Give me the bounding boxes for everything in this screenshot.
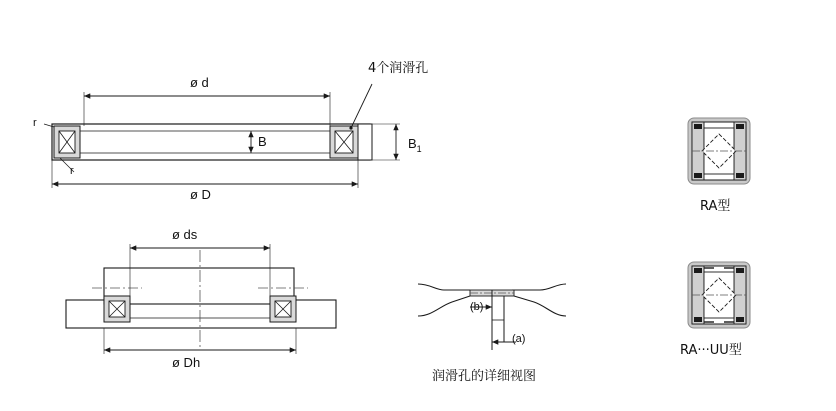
left-roller-assembly bbox=[54, 126, 80, 158]
label-detail-caption: 润滑孔的详细视图 bbox=[432, 369, 537, 384]
label-phi-d: ø d bbox=[190, 75, 209, 90]
right-roller-assembly bbox=[330, 126, 358, 158]
ra-type-section bbox=[688, 118, 750, 184]
label-B1-subscript: 1 bbox=[416, 144, 422, 154]
lube-hole-detail bbox=[418, 284, 566, 350]
bottom-left-roller-assembly bbox=[104, 296, 130, 322]
dimension-phi-D bbox=[52, 160, 358, 188]
label-B1-main: B bbox=[408, 136, 417, 151]
label-detail-b: (b) bbox=[470, 301, 484, 313]
dimension-B1 bbox=[372, 124, 400, 160]
label-phi-Dh: ø Dh bbox=[172, 355, 201, 370]
label-B1 bbox=[408, 135, 422, 153]
label-detail-a: (a) bbox=[512, 333, 526, 345]
label-r-top: r bbox=[33, 117, 37, 129]
label-phi-ds: ø ds bbox=[172, 227, 198, 242]
dimension-phi-d bbox=[84, 92, 330, 126]
label-type-ra-uu: RA···UU型 bbox=[680, 343, 742, 358]
label-r-bottom: r bbox=[70, 165, 74, 177]
bottom-bearing-section bbox=[66, 244, 336, 354]
label-B: B bbox=[258, 134, 267, 149]
label-type-ra: RA型 bbox=[700, 199, 731, 214]
label-lubrication-holes: 4个润滑孔 bbox=[368, 61, 429, 76]
label-phi-D: ø D bbox=[190, 187, 211, 202]
bottom-right-roller-assembly bbox=[270, 296, 296, 322]
ra-uu-type-section bbox=[688, 262, 750, 328]
top-bearing-section bbox=[44, 84, 400, 188]
